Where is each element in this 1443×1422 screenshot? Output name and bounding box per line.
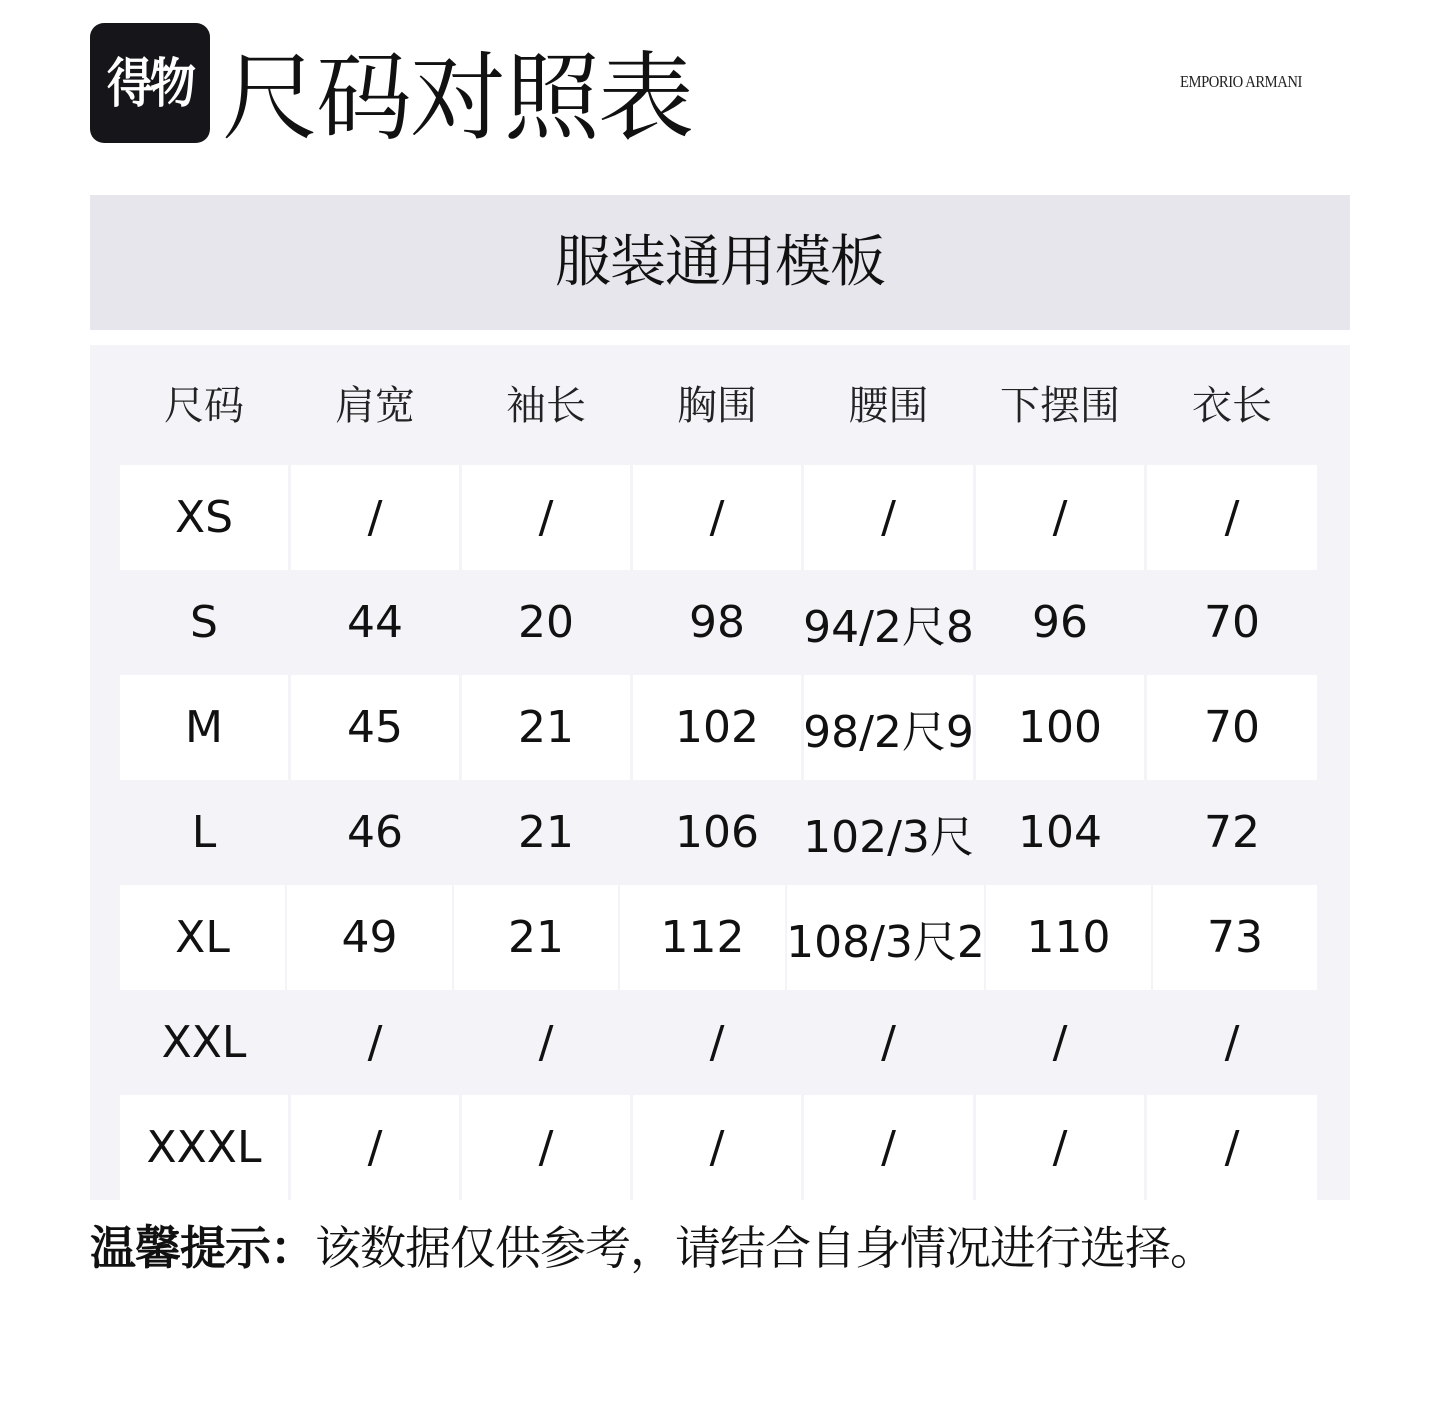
column-header: 胸围 bbox=[677, 383, 757, 429]
size-label-cell: XS bbox=[120, 465, 288, 570]
table-cell: 46 bbox=[347, 807, 403, 858]
column-header: 袖长 bbox=[506, 383, 586, 429]
column-header: 肩宽 bbox=[335, 383, 415, 429]
table-cell: 20 bbox=[518, 597, 574, 648]
table-cell: 73 bbox=[1153, 885, 1317, 990]
table-cell: / bbox=[462, 1095, 630, 1200]
table-cell: / bbox=[1147, 465, 1317, 570]
brand-logo: EMPORIO ARMANI bbox=[1180, 72, 1302, 91]
table-cell: / bbox=[804, 465, 973, 570]
column-header: 衣长 bbox=[1192, 383, 1272, 429]
table-cell: / bbox=[291, 1095, 459, 1200]
table-cell: 110 bbox=[986, 885, 1151, 990]
table-cell: 100 bbox=[976, 675, 1144, 780]
table-cell: / bbox=[804, 1095, 973, 1200]
table-cell: 45 bbox=[291, 675, 459, 780]
table-cell: 72 bbox=[1204, 807, 1260, 858]
column-header: 下摆围 bbox=[1000, 383, 1120, 429]
app-logo-text: 得物 bbox=[107, 51, 193, 115]
table-cell: 21 bbox=[454, 885, 618, 990]
tip-note bbox=[90, 1216, 1215, 1280]
table-cell: / bbox=[538, 1017, 554, 1068]
table-cell: 96 bbox=[1032, 597, 1088, 648]
table-cell: 70 bbox=[1147, 675, 1317, 780]
table-cell: 21 bbox=[518, 807, 574, 858]
template-title: 服装通用模板 bbox=[555, 229, 885, 295]
table-cell: / bbox=[881, 1017, 896, 1068]
table-cell: / bbox=[1052, 1017, 1068, 1068]
size-label-cell: XXXL bbox=[120, 1095, 288, 1200]
size-label-cell: M bbox=[120, 675, 288, 780]
app-logo bbox=[90, 23, 210, 143]
table-cell: / bbox=[367, 1017, 383, 1068]
tip-label: 温馨提示： bbox=[90, 1221, 315, 1275]
table-cell: 108/3尺2 bbox=[787, 885, 984, 990]
table-cell: 106 bbox=[675, 807, 759, 858]
table-cell: 104 bbox=[1018, 807, 1102, 858]
table-cell: / bbox=[709, 1017, 725, 1068]
table-cell: 102/3尺 bbox=[803, 811, 974, 863]
size-label-cell: L bbox=[191, 807, 217, 858]
table-cell: 70 bbox=[1204, 597, 1260, 648]
size-label-cell: XL bbox=[120, 885, 285, 990]
table-cell: / bbox=[633, 1095, 801, 1200]
table-cell: 49 bbox=[287, 885, 452, 990]
table-cell: / bbox=[1224, 1017, 1240, 1068]
table-cell: / bbox=[291, 465, 459, 570]
table-cell: / bbox=[976, 465, 1144, 570]
size-label-cell: S bbox=[190, 597, 218, 648]
template-banner bbox=[90, 195, 1350, 330]
page-title: 尺码对照表 bbox=[222, 42, 692, 154]
size-label-cell: XXL bbox=[161, 1017, 247, 1068]
table-cell: 98/2尺9 bbox=[804, 675, 973, 780]
table-cell: / bbox=[1147, 1095, 1317, 1200]
table-cell: 112 bbox=[620, 885, 785, 990]
column-header: 尺码 bbox=[164, 383, 244, 429]
table-cell: 21 bbox=[462, 675, 630, 780]
table-cell: 98 bbox=[689, 597, 745, 648]
table-cell: / bbox=[633, 465, 801, 570]
table-cell: 44 bbox=[347, 597, 403, 648]
column-header: 腰围 bbox=[848, 383, 929, 429]
table-cell: 94/2尺8 bbox=[803, 601, 974, 653]
table-cell: 102 bbox=[633, 675, 801, 780]
table-cell: / bbox=[462, 465, 630, 570]
tip-text: 该数据仅供参考，请结合自身情况进行选择。 bbox=[315, 1221, 1215, 1275]
table-cell: / bbox=[976, 1095, 1144, 1200]
